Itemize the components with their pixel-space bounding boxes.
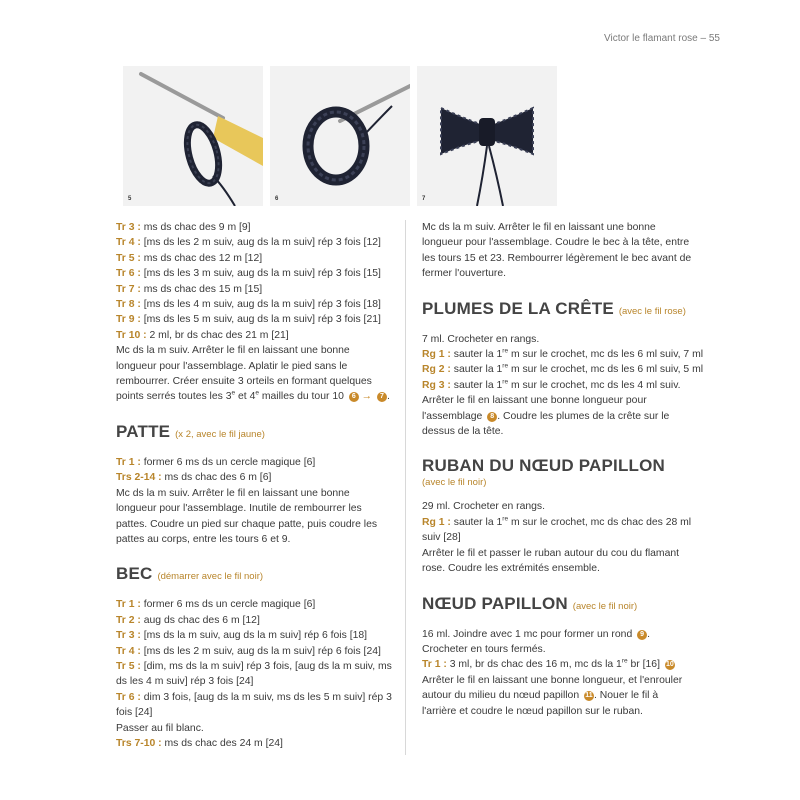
round-text: ms ds chac des 6 m [6] [161,472,272,484]
superscript: re [502,378,509,386]
round-text: 2 ml, br ds chac des 21 m [21] [146,329,289,341]
section-heading-patte [116,422,390,445]
plumes-rows [422,347,704,393]
body-text: Mc ds la m suiv. Arrêter le fil en laissant une bonne [422,222,656,233]
round-line [116,220,390,235]
round-label: Tr 7 : [116,283,141,295]
round-line [116,628,390,643]
text: sauter la 1 [450,349,503,361]
body-text: Crocheter en tours fermés. [422,643,546,655]
body-text: rembourrer. Créer ensuite 3 orteils en formant quelques [116,376,372,388]
heading-text: NŒUD PAPILLON [422,593,568,613]
round-text: [dim, ms ds la m suiv] rép 3 fois, [aug ds la m suiv, ms [140,660,392,672]
row-line [422,347,704,362]
column-divider [405,220,406,755]
round-line [116,455,390,470]
body-rounds [116,220,390,343]
text: m sur le crochet, mc ds les 6 ml suiv, 5 ml [508,364,704,376]
round-line [116,297,390,312]
text: m sur le crochet, mc ds les 4 ml suiv. [508,379,681,391]
text: et 4 [235,391,256,403]
body-text: suiv [28] [422,532,461,544]
body-text: fois [24] [116,707,153,719]
round-line [116,659,390,674]
text: 3 ml, br ds chac des 16 m, mc ds la 1 [446,659,622,671]
body-text: l'arrière et coudre le nœud papillon sur le ruban. [422,705,643,717]
round-label: Tr 4 : [116,237,141,249]
round-text: [ms ds les 3 m suiv, aug ds la m suiv] rép 3 fois [15] [140,268,381,280]
body-text: Arrêter le fil en laissant une bonne longueur, et l'enrouler [422,674,683,686]
round-text: [ms ds les 4 m suiv, aug ds la m suiv] rép 3 fois [18] [140,299,381,311]
heading-note: (x 2, avec le fil jaune) [175,428,265,440]
text: br [16] [627,659,663,671]
patte-rounds [116,455,390,486]
step-badge: 10 [665,661,674,669]
round-label: Tr 1 : [116,599,141,611]
section-heading-bec [116,564,390,587]
round-line [116,328,390,343]
superscript: re [502,515,509,523]
round-label: Trs 7-10 : [116,737,162,749]
round-line [116,644,390,659]
superscript: e [255,390,259,397]
superscript: re [621,657,628,665]
text: 16 ml. Joindre avec 1 mc pour former un rond [422,628,636,640]
body-text: longueur pour l'assemblage. Coudre le bec à la tête, entre [422,237,690,249]
round-label: Tr 5 : [116,660,141,672]
row-line [422,362,704,377]
crochet-ring-image [270,66,410,206]
round-label: Tr 3 : [116,630,141,642]
round-text: ms ds chac des 24 m [24] [161,737,283,749]
body-text: pattes au corps, entre les tours 6 et 9. [116,533,291,545]
step-photo-7 [417,66,557,206]
round-label: Tr 9 : [116,314,141,326]
text: sauter la 1 [450,516,503,528]
text: . Nouer le fil à [594,690,659,702]
section-heading-ruban [422,456,692,476]
arrow-icon: → [361,391,373,403]
step-photo-5 [123,66,263,206]
round-label: Tr 1 : [422,659,447,671]
heading-text: PATTE [116,421,171,441]
round-text: [ms ds les 2 m suiv, aug ds la m suiv] rép 6 fois [24] [140,645,381,657]
heading-text: RUBAN DU NŒUD PAPILLON [422,456,666,476]
row-line [422,378,692,393]
photo-number: 5 [128,196,132,202]
round-label: Tr 8 : [116,299,141,311]
round-line [116,235,390,250]
body-text: longueur pour l'assemblage. Aplatir le pied sans le [116,360,348,372]
step-badge: 6 [349,392,359,402]
round-text: former 6 ms ds un cercle magique [6] [140,456,316,468]
round-label: Tr 6 : [116,268,141,280]
round-line [116,690,390,705]
text: m sur le crochet, mc ds les 6 ml suiv, 7 ml [508,349,704,361]
hook-and-ring-image [123,66,263,206]
heading-text: BEC [116,564,153,584]
body-text: Arrêter le fil en laissant une bonne longueur pour [422,395,647,407]
body-text: les tours 15 et 23. Rembourrer légèrement le bec avant de [422,252,692,264]
text: mailles du tour 10 [258,391,347,403]
heading-text: PLUMES DE LA CRÊTE [422,298,614,318]
photo-number: 7 [422,196,426,202]
running-head: Victor le flamant rose – 55 [604,33,720,44]
round-text: [ms ds les 5 m suiv, aug ds la m suiv] rép 3 fois [21] [140,314,381,326]
bow-image [417,66,557,206]
body-text: Passer au fil blanc. [116,722,204,734]
body-text [422,627,692,642]
bec-rounds [116,597,390,674]
round-line [116,736,390,751]
round-label: Tr 4 : [116,645,141,657]
superscript: e [231,390,236,397]
round-line [422,515,692,530]
heading-note: (avec le fil noir) [422,477,487,489]
body-text [422,688,692,703]
round-text: dim 3 fois, [aug ds la m suiv, ms ds les 5 m suiv] rép 3 [140,691,392,703]
body-text: fermer l'ouverture. [422,268,506,280]
body-text: 29 ml. Crocheter en rangs. [422,501,546,513]
heading-note: (avec le fil noir) [572,600,638,612]
body-text: pattes. Coudre un pied sur chaque patte, puis coudre les [116,518,378,530]
round-text: former 6 ms ds un cercle magique [6] [140,599,316,611]
round-label: Tr 3 : [116,222,141,233]
round-label: Tr 5 : [116,252,141,264]
body-text: dessus de la tête. [422,426,504,438]
section-heading-noeud [422,594,692,617]
body-text: ds les 4 m suiv] rép 3 fois [24] [116,676,254,688]
text: . Coudre les plumes de la crête sur le [497,410,670,422]
body-text: rose. Coudre les extrémités ensemble. [422,563,600,575]
round-line [116,251,390,266]
text: autour du milieu du nœud papillon [422,690,582,702]
section-heading-plumes [422,299,692,322]
round-line [116,470,390,485]
photo-number: 6 [275,196,279,202]
round-text: ms ds chac des 9 m [9] [140,222,251,233]
round-text: ms ds chac des 12 m [12] [140,252,263,264]
body-text: Mc ds la m suiv. Arrêter le fil en laissant une bonne [116,345,350,357]
round-text: ms ds chac des 15 m [15] [140,283,263,295]
round-label: Tr 6 : [116,691,141,703]
round-label: Tr 10 : [116,329,147,341]
body-text [422,409,692,424]
heading-note: (démarrer avec le fil noir) [157,571,264,583]
round-line [116,597,390,612]
step-badge: 11 [585,692,593,700]
text: sauter la 1 [450,364,503,376]
superscript: re [502,347,509,355]
round-line [422,657,692,672]
row-label: Rg 1 : [422,349,451,361]
left-column [116,220,390,751]
round-line [116,312,390,327]
round-text: [ms ds la m suiv, aug ds la m suiv] rép 6 fois [18] [140,630,368,642]
text: . [647,628,650,640]
row-label: Rg 3 : [422,379,451,391]
right-column [422,220,704,719]
body-text: points serrés toutes les 3e et 4e mailles du tour 10 6 → 7 . [116,390,390,403]
text: points serrés toutes les 3 [116,391,232,403]
body-text: 7 ml. Crocheter en rangs. [422,333,540,345]
step-badge: 8 [487,412,497,422]
step-photos [123,66,557,206]
round-text: aug ds chac des 6 m [12] [140,614,260,626]
round-line [116,613,390,628]
heading-note: (avec le fil rose) [618,305,686,317]
round-label: Trs 2-14 : [116,472,162,484]
row-label: Rg 2 : [422,364,451,376]
body-text: longueur pour l'assemblage. Inutile de rembourrer les [116,503,362,515]
round-label: Tr 1 : [116,456,141,468]
round-line [116,282,390,297]
text: sauter la 1 [450,379,503,391]
body-text: Mc ds la m suiv. Arrêter le fil en laissant une bonne [116,487,350,499]
text: l'assemblage [422,410,486,422]
round-line [116,266,390,281]
row-label: Rg 1 : [422,516,451,528]
step-badge: 7 [377,392,387,402]
step-badge: 9 [637,630,647,640]
round-text: [ms ds les 2 m suiv, aug ds la m suiv] rép 3 fois [12] [140,237,381,249]
text: m sur le crochet, mc ds chac des 28 ml [508,516,692,528]
round-label: Tr 2 : [116,614,141,626]
body-text: Arrêter le fil et passer le ruban autour du cou du flamant [422,547,680,559]
superscript: re [502,362,509,370]
step-photo-6 [270,66,410,206]
